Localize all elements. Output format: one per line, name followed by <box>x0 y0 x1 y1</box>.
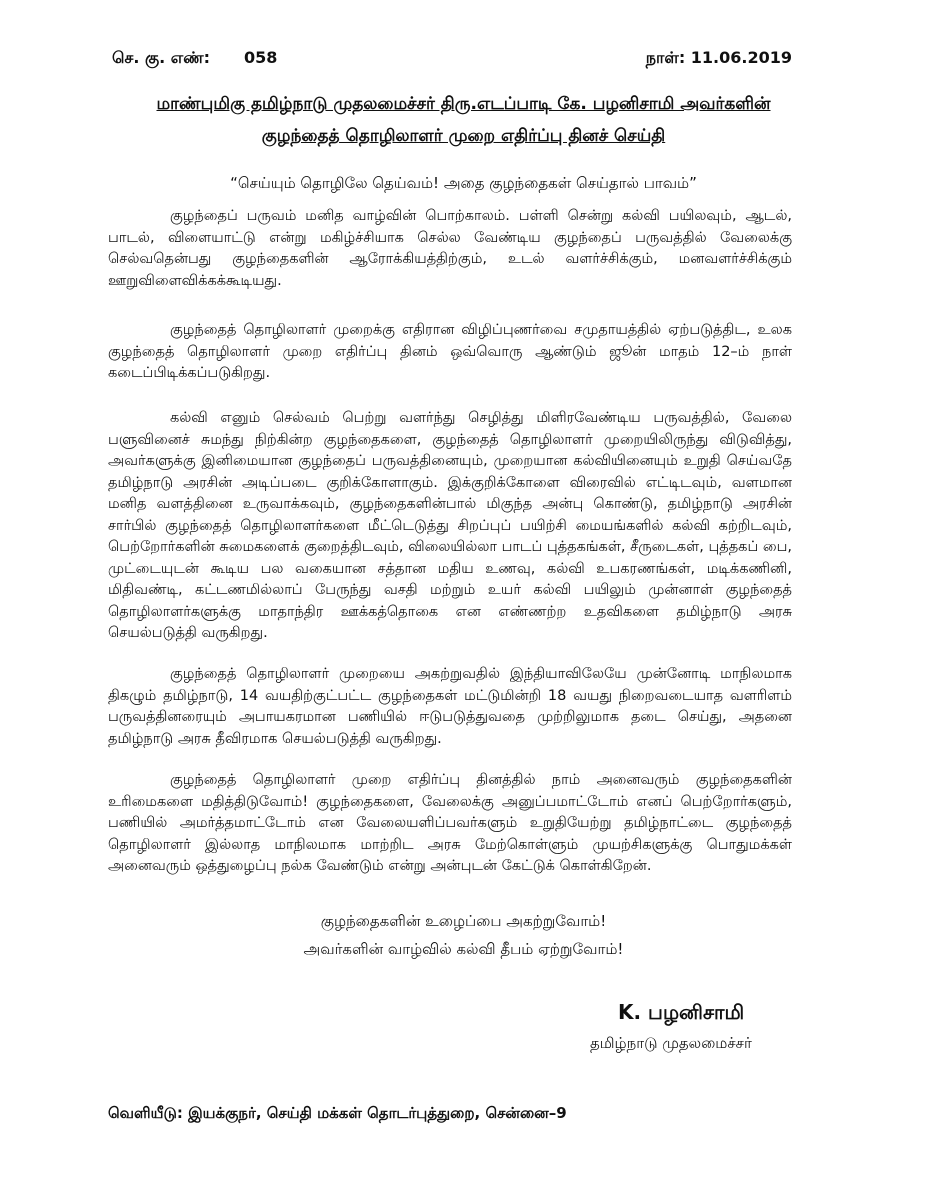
document-title-line-2: குழந்தைத் தொழிலாளர் முறை எதிர்ப்பு தினச் செய்தி <box>261 126 666 146</box>
slogan-line-2: அவர்களின் வாழ்வில் கல்வி தீபம் ஏற்றுவோம்! <box>303 940 624 958</box>
document-title-line-1: மாண்புமிகு தமிழ்நாடு முதலமைச்சர் திரு.எடப்பாடி கே. பழனிசாமி அவர்களின் <box>156 94 771 114</box>
paragraph-3: கல்வி எனும் செல்வம் பெற்று வளர்ந்து செழித்து மிளிரவேண்டிய பருவத்தில், வேலை பளுவினைச் சுமந்து நிற்கின்ற குழந்தைகளை, குழந்தைத் தொழிலாளர் முறையிலிருந்து விடுவித்து, அவர்களுக்கு இனிமையான குழந்தைப் பருவத்தினையும், முறையான கல்வியினையும் உறுதி செய்வதே தமிழ்நாடு அரசின் அடிப்படை குறிக்கோளாகும். இக்குறிக்கோளை விரைவில் எட்டிடவும், வளமான மனித வளத்தினை உருவாக்கவும், குழந்தைகளின்பால் மிகுந்த அன்பு கொண்டு, தமிழ்நாடு அரசின் சார்பில் குழந்தைத் தொழிலாளர்களை மீட்டெடுத்து சிறப்புப் பயிற்சி மையங்களில் கல்வி கற்றிடவும், பெற்றோர்களின் சுமைகளைக் குறைத்திடவும், விலையில்லா பாடப் புத்தகங்கள், சீருடைகள், புத்தகப் பை, முட்டையுடன் கூடிய பல வகையான சத்தான மதிய உணவு, கல்வி உபகரணங்கள், மடிக்கணினி, மிதிவண்டி, கட்டணமில்லாப் பேருந்து வசதி மற்றும் உயர் கல்வி பயிலும் முன்னாள் குழந்தைத் தொழிலாளர்களுக்கு மாதாந்திர ஊக்கத்தொகை என எண்ணற்ற உதவிகளை தமிழ்நாடு அரசு செயல்படுத்தி வருகிறது. <box>108 410 792 641</box>
reference-label: செ. கு. எண்: <box>112 48 210 67</box>
reference-value: 058 <box>243 48 278 67</box>
paragraph-5: குழந்தைத் தொழிலாளர் முறை எதிர்ப்பு தினத்தில் நாம் அனைவரும் குழந்தைகளின் உரிமைகளை மதித்திடுவோம்! குழந்தைகளை, வேலைக்கு அனுப்பமாட்டோம் எனப் பெற்றோர்களும், பணியில் அமர்த்தமாட்டோம் என வேலையளிப்பவர்களும் உறுதியேற்று தமிழ்நாட்டை குழந்தைத் தொழிலாளர் இல்லாத மாநிலமாக மாற்றிட அரசு மேற்கொள்ளும் முயற்சிகளுக்கு பொதுமக்கள் அனைவரும் ஒத்துழைப்பு நல்க வேண்டும் என்று அன்புடன் கேட்டுக் கொள்கிறேன். <box>108 772 792 874</box>
release-note: வெளியீடு: இயக்குநர், செய்தி மக்கள் தொடர்புத்துறை, சென்னை–9 <box>108 1104 567 1122</box>
paragraph-2: குழந்தைத் தொழிலாளர் முறைக்கு எதிரான விழிப்புணர்வை சமுதாயத்தில் ஏற்படுத்திட, உலக குழந்தைத் தொழிலாளர் முறை எதிர்ப்பு தினம் ஒவ்வொரு ஆண்டும் ஜூன் மாதம் 12–ம் நாள் கடைப்பிடிக்கப்படுகிறது. <box>108 322 792 381</box>
opening-quote: “செய்யும் தொழிலே தெய்வம்! அதை குழந்தைகள் செய்தால் பாவம்” <box>230 174 697 192</box>
reference-number <box>112 48 277 69</box>
release-date: நாள்: 11.06.2019 <box>645 48 792 67</box>
paragraph-4: குழந்தைத் தொழிலாளர் முறையை அகற்றுவதில் இந்தியாவிலேயே முன்னோடி மாநிலமாக திகழும் தமிழ்நாடு, 14 வயதிற்குட்பட்ட குழந்தைகள் மட்டுமின்றி 18 வயது நிறைவடையாத வளரிளம் பருவத்தினரையும் அபாயகரமான பணியில் ஈடுபடுத்துவதை முற்றிலுமாக தடை செய்து, அதனை தமிழ்நாடு அரசு தீவிரமாக செயல்படுத்தி வருகிறது. <box>108 666 792 747</box>
reference-row <box>112 48 792 72</box>
paragraph-1: குழந்தைப் பருவம் மனித வாழ்வின் பொற்காலம். பள்ளி சென்று கல்வி பயிலவும், ஆடல், பாடல், விளையாட்டு என்று மகிழ்ச்சியாக செல்ல வேண்டிய குழந்தைப் பருவத்தில் வேலைக்கு செல்வதென்பது குழந்தைகளின் ஆரோக்கியத்திற்கும், உடல் வளர்ச்சிக்கும், மனவளர்ச்சிக்கும் ஊறுவிளைவிக்கக்கூடியது. <box>108 208 792 289</box>
signatory-designation: தமிழ்நாடு முதலமைச்சர் <box>590 1034 752 1052</box>
signatory-name: K. பழனிசாமி <box>618 1000 745 1024</box>
slogan-line-1: குழந்தைகளின் உழைப்பை அகற்றுவோம்! <box>320 912 607 930</box>
